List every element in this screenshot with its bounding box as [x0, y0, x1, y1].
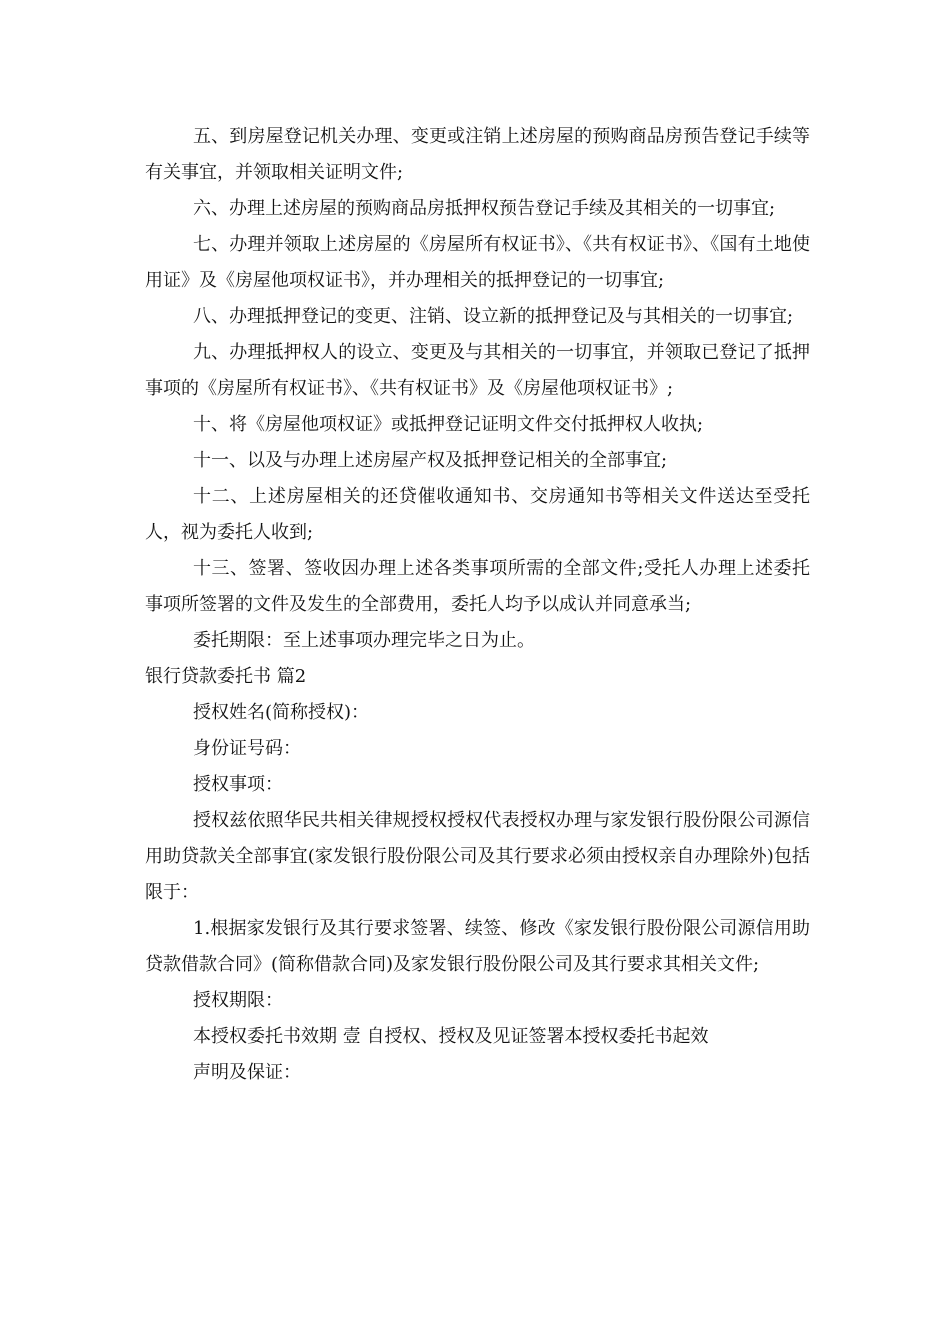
clause-11: 十一、以及与办理上述房屋产权及抵押登记相关的全部事宜; [193, 450, 668, 471]
section-heading: 银行贷款委托书 篇2 [145, 666, 307, 687]
authorization-period-label: 授权期限： [193, 990, 283, 1011]
authorization-body: 授权兹依照华民共相关律规授权授权代表授权办理与家发银行股份限公司源信用助贷款关全部事宜(家发银行股份限公司及其行要求必须由授权亲自办理除外)包括限于： [145, 810, 810, 903]
clause-6: 六、办理上述房屋的预购商品房抵押权预告登记手续及其相关的一切事宜; [193, 198, 776, 219]
id-number-line: 身份证号码： [193, 738, 301, 759]
clause-9: 九、办理抵押权人的设立、变更及与其相关的一切事宜，并领取已登记了抵押事项的《房屋所有权证书》、《共有权证书》及《房屋他项权证书》; [145, 342, 810, 399]
authorized-matters-label: 授权事项： [193, 774, 283, 795]
authorization-item-1: 1.根据家发银行及其行要求签署、续签、修改《家发银行股份限公司源信用助贷款借款合同》(简称借款合同)及家发银行股份限公司及其行要求其相关文件; [145, 918, 810, 975]
clause-10: 十、将《房屋他项权证》或抵押登记证明文件交付抵押权人收执; [193, 414, 704, 435]
clause-8: 八、办理抵押登记的变更、注销、设立新的抵押登记及与其相关的一切事宜; [193, 306, 794, 327]
declaration-label: 声明及保证： [193, 1062, 301, 1083]
clause-7: 七、办理并领取上述房屋的《房屋所有权证书》、《共有权证书》、《国有土地使用证》及《房屋他项权证书》，并办理相关的抵押登记的一切事宜; [145, 234, 810, 291]
grantor-name-line: 授权姓名(简称授权)： [193, 702, 370, 723]
validity-line: 本授权委托书效期 壹 自授权、授权及见证签署本授权委托书起效 [193, 1026, 709, 1047]
clause-12: 十二、上述房屋相关的还贷催收通知书、交房通知书等相关文件送达至受托人，视为委托人收到; [145, 486, 810, 543]
entrust-period: 委托期限：至上述事项办理完毕之日为止。 [193, 630, 535, 651]
document-page [145, 119, 810, 1091]
clause-5: 五、到房屋登记机关办理、变更或注销上述房屋的预购商品房预告登记手续等有关事宜，并领取相关证明文件; [145, 126, 810, 183]
clause-13: 十三、签署、签收因办理上述各类事项所需的全部文件;受托人办理上述委托事项所签署的文件及发生的全部费用，委托人均予以成认并同意承当; [145, 558, 810, 615]
